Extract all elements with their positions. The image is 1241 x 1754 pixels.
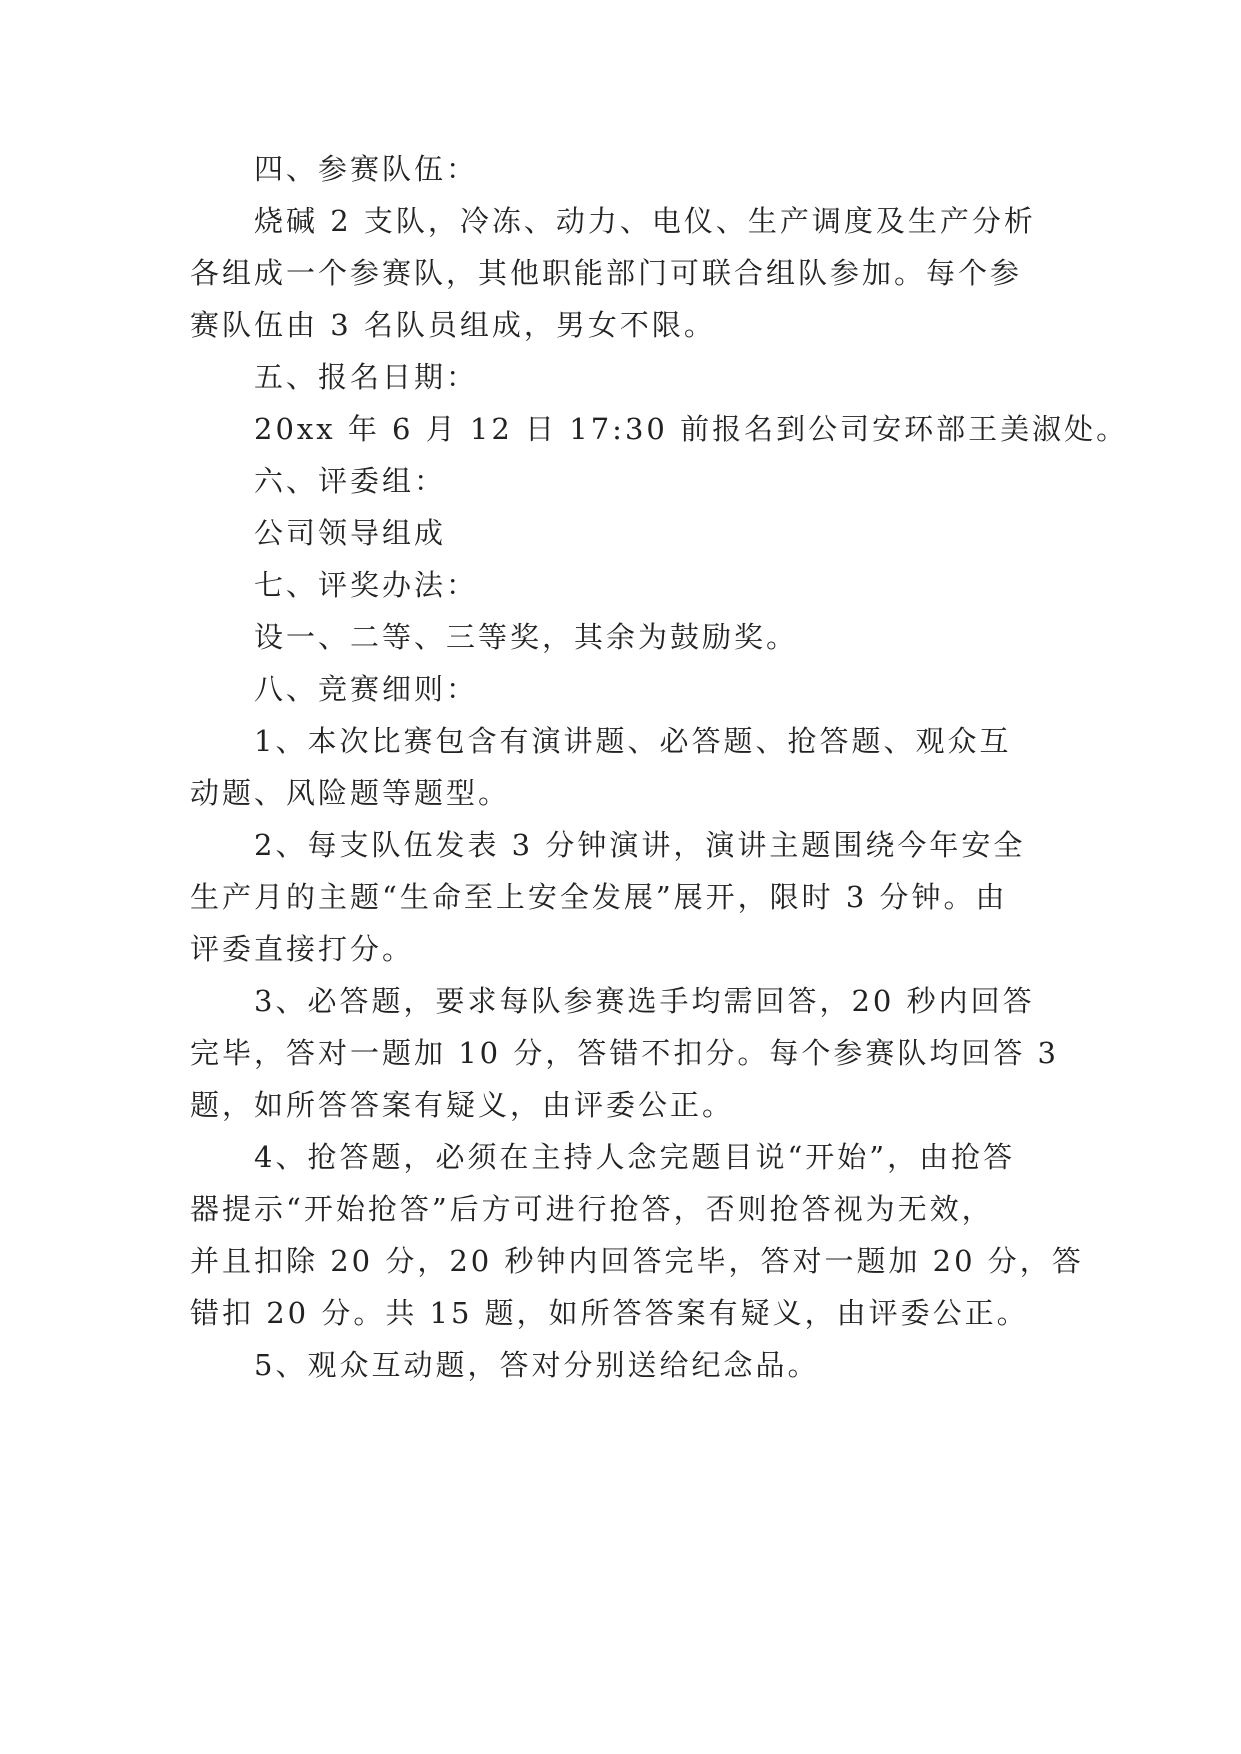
rule-item-4-line: 错扣 20 分。共 15 题，如所答答案有疑义，由评委公正。 bbox=[190, 1296, 1029, 1330]
rule-item-3-line: 完毕，答对一题加 10 分，答错不扣分。每个参赛队均回答 3 bbox=[190, 1036, 1060, 1070]
section-heading-judges: 六、评委组： bbox=[254, 464, 447, 498]
rule-item-5-line: 5、观众互动题，答对分别送给纪念品。 bbox=[254, 1348, 820, 1382]
section-heading-registration: 五、报名日期： bbox=[254, 360, 479, 394]
paragraph-line: 烧碱 2 支队，冷冻、动力、电仪、生产调度及生产分析 bbox=[254, 204, 1036, 238]
section-heading-awards: 七、评奖办法： bbox=[254, 568, 479, 602]
paragraph-line: 各组成一个参赛队，其他职能部门可联合组队参加。每个参 bbox=[190, 256, 1023, 290]
rule-item-4-line: 器提示“开始抢答”后方可进行抢答，否则抢答视为无效， bbox=[190, 1192, 994, 1226]
rule-item-1-line: 1、本次比赛包含有演讲题、必答题、抢答题、观众互 bbox=[254, 724, 1012, 758]
rule-item-2-line: 2、每支队伍发表 3 分钟演讲，演讲主题围绕今年安全 bbox=[254, 828, 1026, 862]
section-heading-rules: 八、竞赛细则： bbox=[254, 672, 479, 706]
rule-item-1-line: 动题、风险题等题型。 bbox=[190, 776, 511, 810]
paragraph-line: 公司领导组成 bbox=[254, 516, 447, 550]
paragraph-line: 赛队伍由 3 名队员组成，男女不限。 bbox=[190, 308, 716, 342]
rule-item-4-line: 并且扣除 20 分，20 秒钟内回答完毕，答对一题加 20 分，答 bbox=[190, 1244, 1084, 1278]
paragraph-line: 20xx 年 6 月 12 日 17:30 前报名到公司安环部王美淑处。 bbox=[254, 412, 1129, 446]
rule-item-2-line: 评委直接打分。 bbox=[190, 932, 415, 966]
section-heading-teams: 四、参赛队伍： bbox=[254, 152, 479, 186]
paragraph-line: 设一、二等、三等奖，其余为鼓励奖。 bbox=[254, 620, 799, 654]
rule-item-3-line: 题，如所答答案有疑义，由评委公正。 bbox=[190, 1088, 735, 1122]
rule-item-4-line: 4、抢答题，必须在主持人念完题目说“开始”，由抢答 bbox=[254, 1140, 1016, 1174]
rule-item-3-line: 3、必答题，要求每队参赛选手均需回答，20 秒内回答 bbox=[254, 984, 1035, 1018]
rule-item-2-line: 生产月的主题“生命至上安全发展”展开，限时 3 分钟。由 bbox=[190, 880, 1008, 914]
